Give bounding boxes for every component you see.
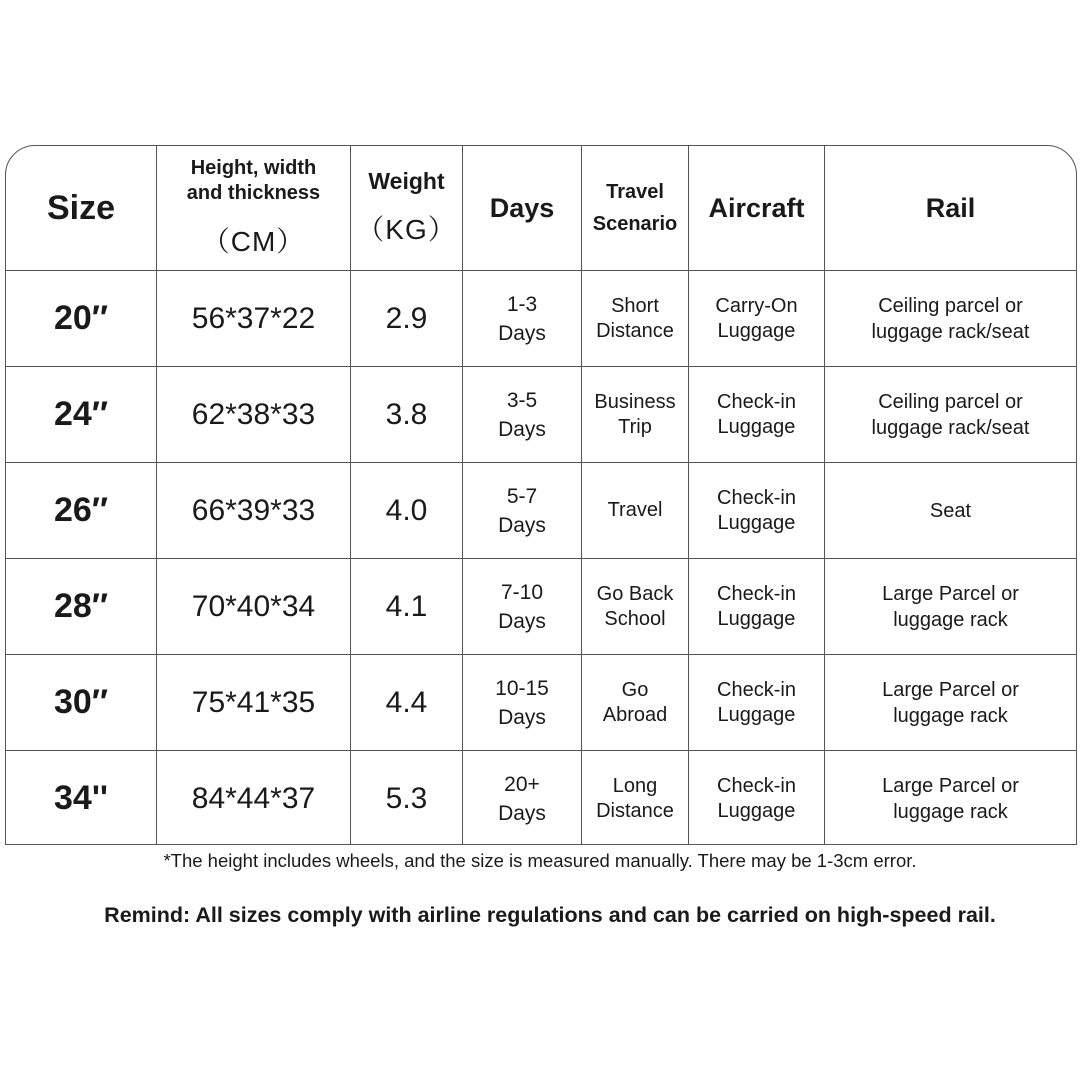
scenario-cell: Business Trip	[594, 390, 676, 438]
header-rail	[824, 146, 1076, 270]
table-row	[6, 366, 1076, 462]
table-row	[6, 750, 1076, 845]
header-scenario	[581, 146, 688, 270]
rail-cell: Large Parcel or luggage rack	[882, 582, 1019, 631]
days-cell: 20+ Days	[498, 772, 546, 825]
weight-cell: 2.9	[385, 301, 428, 335]
header-days-label: Days	[489, 192, 555, 223]
table-row	[6, 654, 1076, 750]
days-cell: 10-15 Days	[495, 676, 549, 729]
scenario-cell: Long Distance	[596, 774, 674, 822]
table-row	[6, 462, 1076, 558]
size-cell: 24″	[53, 395, 109, 433]
size-cell: 30″	[53, 683, 109, 721]
header-weight-unit: （KG）	[356, 213, 457, 245]
header-weight-label: Weight	[368, 167, 445, 194]
weight-cell: 4.1	[385, 589, 428, 623]
dimensions-cell: 70*40*34	[191, 589, 316, 623]
header-days	[462, 146, 581, 270]
remind-text: Remind: All sizes comply with airline regulations and can be carried on high-speed rail.	[104, 903, 996, 927]
header-dimensions	[156, 146, 350, 270]
scenario-cell: Short Distance	[596, 294, 674, 342]
weight-cell: 5.3	[385, 781, 428, 815]
scenario-cell: Go Back School	[596, 582, 674, 630]
dimensions-cell: 84*44*37	[191, 781, 316, 815]
table-header-row	[6, 146, 1076, 270]
header-dimensions-unit: （CM）	[201, 226, 306, 257]
aircraft-cell: Check-in Luggage	[717, 774, 796, 822]
table-row	[6, 558, 1076, 654]
aircraft-cell: Carry-On Luggage	[715, 294, 798, 342]
size-cell: 34''	[54, 779, 108, 817]
weight-cell: 4.4	[385, 685, 428, 719]
size-chart-table	[5, 145, 1077, 845]
size-cell: 28″	[53, 587, 109, 625]
aircraft-cell: Check-in Luggage	[717, 390, 796, 438]
scenario-cell: Travel	[607, 499, 663, 521]
header-weight	[350, 146, 462, 270]
rail-cell: Ceiling parcel or luggage rack/seat	[871, 390, 1030, 439]
size-cell: 26″	[53, 491, 109, 529]
dimensions-cell: 62*38*33	[191, 397, 316, 431]
header-size	[6, 146, 156, 270]
header-size-label: Size	[46, 188, 116, 227]
footnote: *The height includes wheels, and the size is measured manually. There may be 1-3cm error.	[163, 850, 917, 871]
header-aircraft	[688, 146, 824, 270]
days-cell: 1-3 Days	[498, 292, 546, 345]
header-rail-label: Rail	[925, 192, 976, 223]
rail-cell: Large Parcel or luggage rack	[882, 678, 1019, 727]
rail-cell: Ceiling parcel or luggage rack/seat	[871, 294, 1030, 343]
aircraft-cell: Check-in Luggage	[717, 582, 796, 630]
header-dimensions-label: Height, width and thickness	[186, 157, 321, 204]
dimensions-cell: 56*37*22	[191, 301, 316, 335]
days-cell: 5-7 Days	[498, 484, 546, 537]
size-cell: 20″	[53, 299, 109, 337]
weight-cell: 3.8	[385, 397, 428, 431]
header-scenario-label: Travel Scenario	[592, 181, 678, 235]
dimensions-cell: 66*39*33	[191, 493, 316, 527]
scenario-cell: Go Abroad	[602, 678, 668, 726]
rail-cell: Large Parcel or luggage rack	[882, 774, 1019, 823]
header-aircraft-label: Aircraft	[708, 192, 805, 223]
table-row	[6, 270, 1076, 366]
aircraft-cell: Check-in Luggage	[717, 486, 796, 534]
days-cell: 3-5 Days	[498, 388, 546, 441]
rail-cell: Seat	[929, 499, 972, 522]
weight-cell: 4.0	[385, 493, 428, 527]
aircraft-cell: Check-in Luggage	[717, 678, 796, 726]
dimensions-cell: 75*41*35	[191, 685, 316, 719]
days-cell: 7-10 Days	[498, 580, 546, 633]
